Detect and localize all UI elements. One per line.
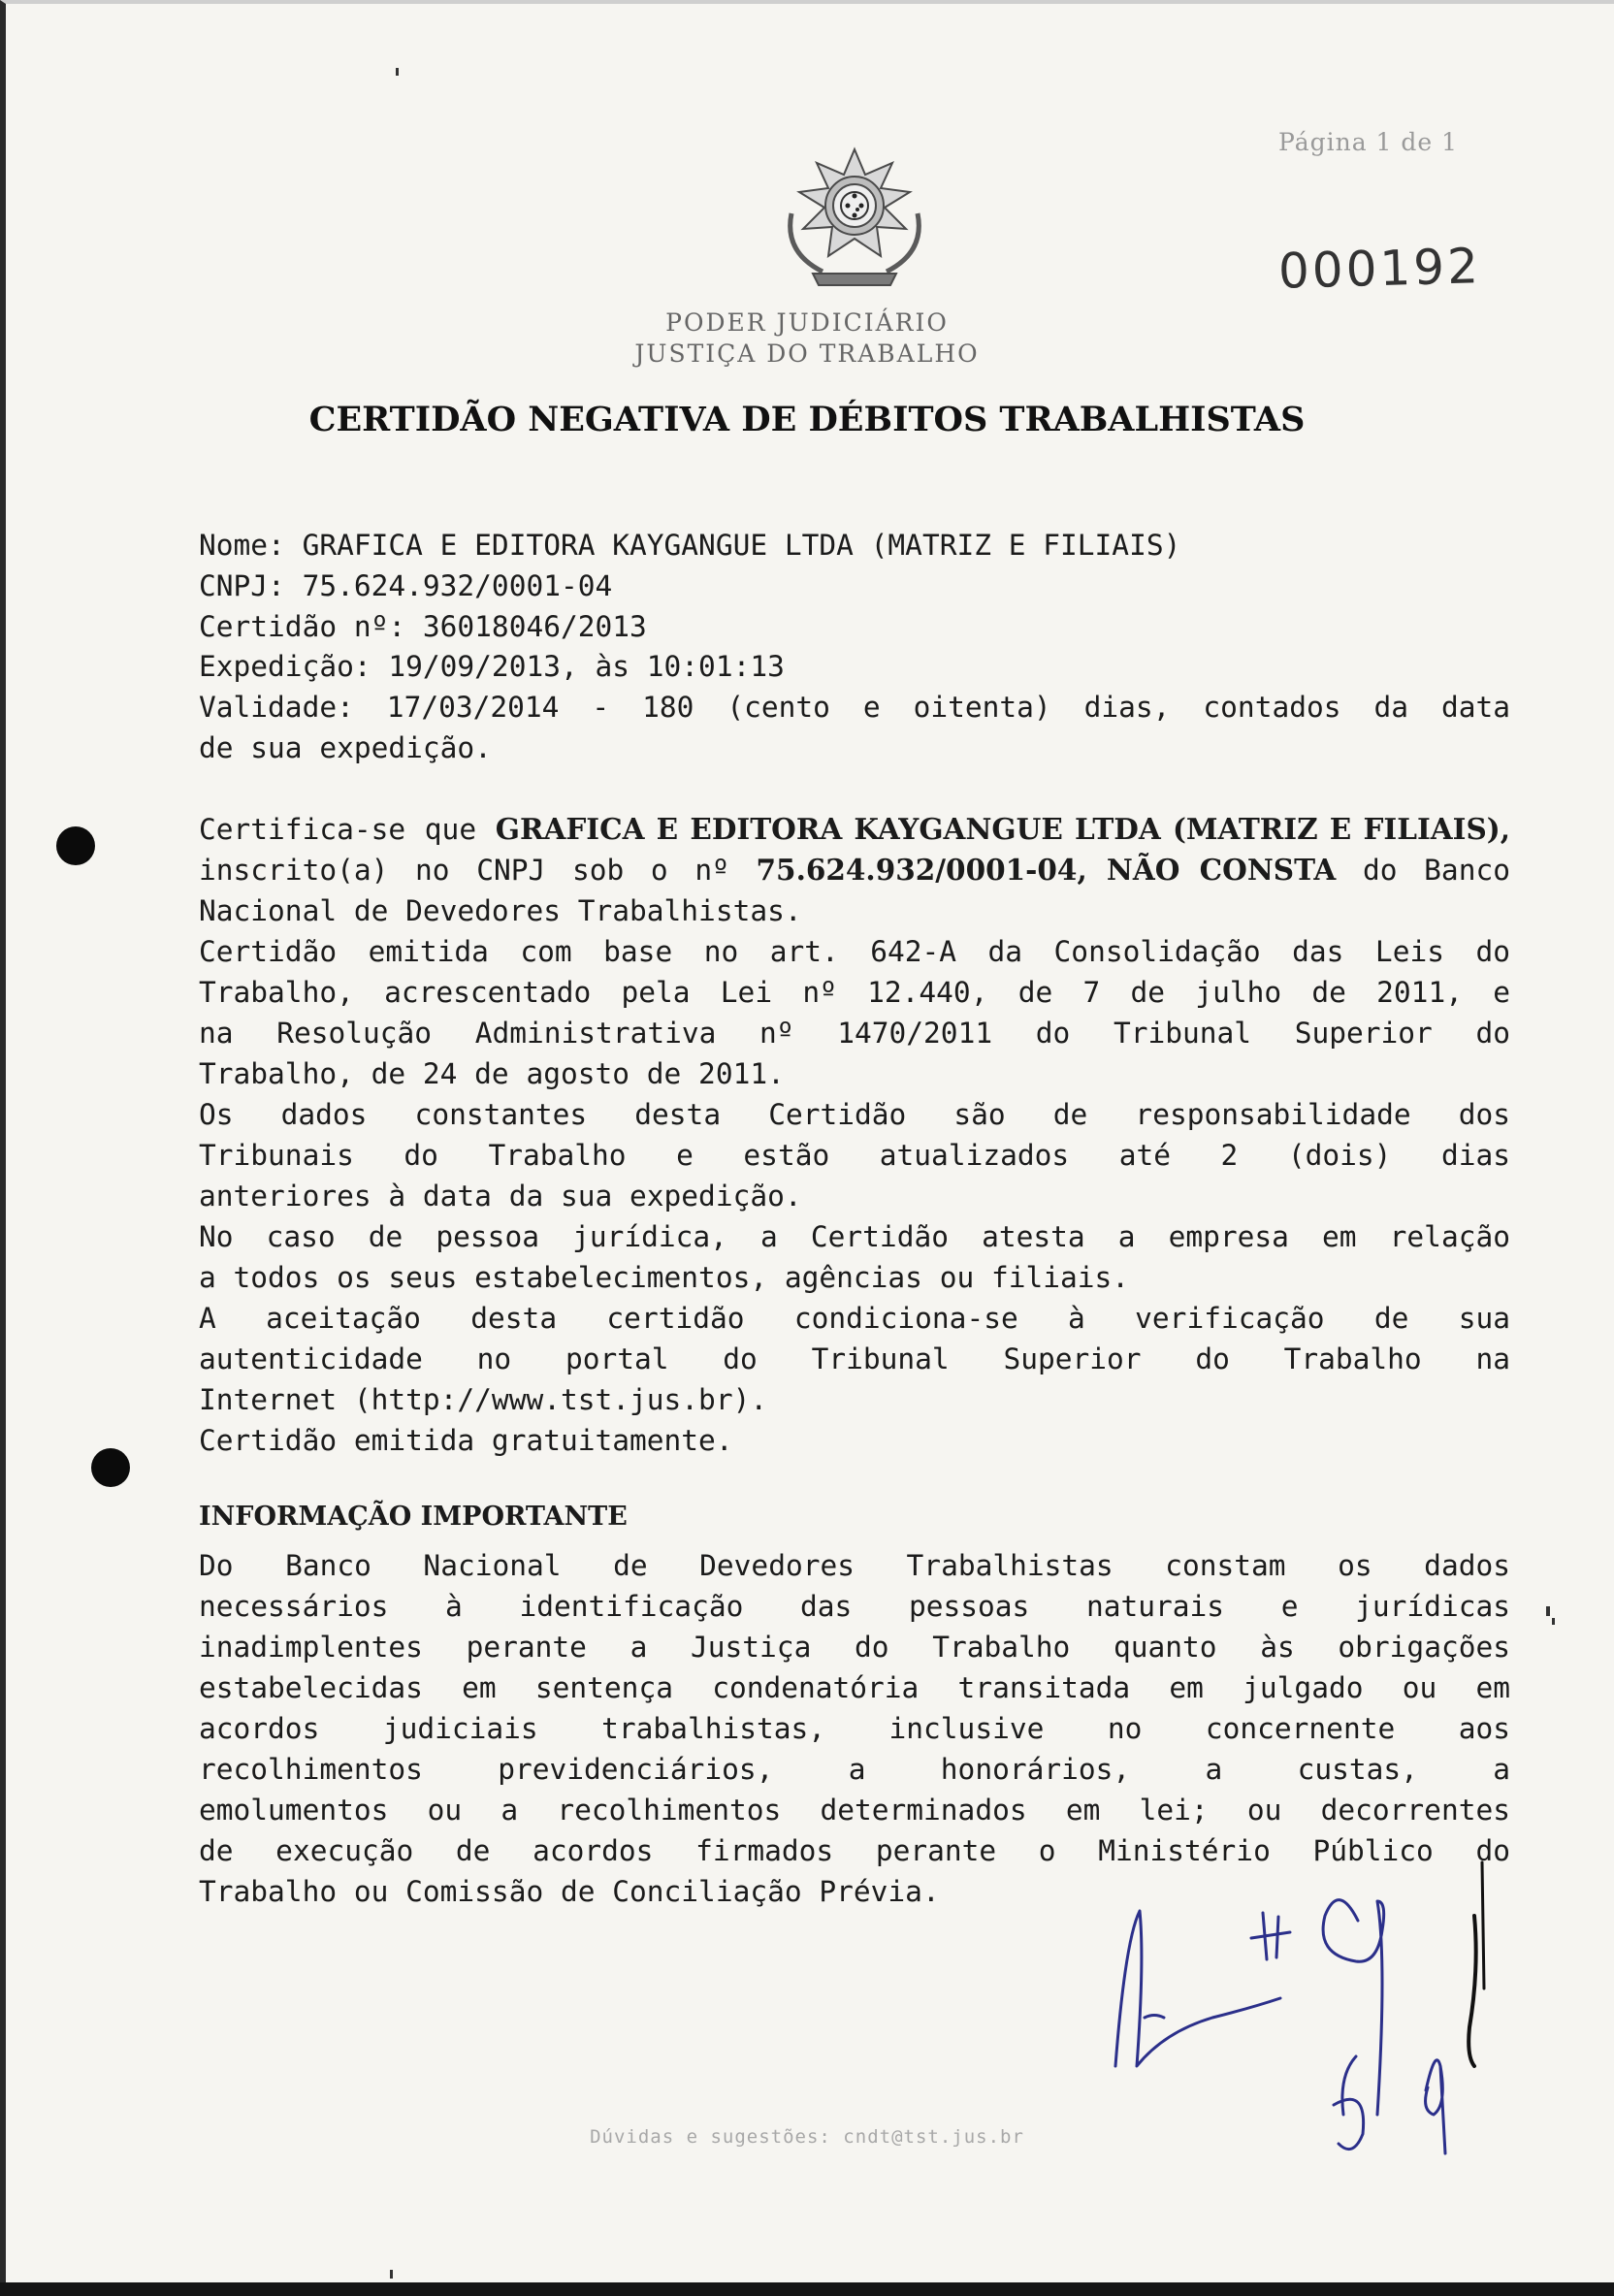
info-line: Do Banco Nacional de Devedores Trabalhistas constam os dados [199,1549,1510,1582]
info-line: acordos judiciais trabalhistas, inclusive no concernente aos [199,1712,1510,1745]
certify-line: anteriores à data da sua expedição. [199,1180,802,1213]
certify-line: Tribunais do Trabalho e estão atualizados até 2 (dois) dias [199,1139,1510,1172]
scan-speck [1552,1618,1555,1625]
certify-line: No caso de pessoa jurídica, a Certidão atesta a empresa em relação [199,1220,1510,1253]
certify-line: Trabalho, de 24 de agosto de 2011. [199,1057,785,1090]
info-line: Trabalho ou Comissão de Conciliação Prévia. [199,1875,940,1908]
certify-line: inscrito(a) no CNPJ sob o nº 75.624.932/0001-04, NÃO CONSTA do Banco [199,853,1510,887]
certify-line: na Resolução Administrativa nº 1470/2011 do Tribunal Superior do [199,1017,1510,1050]
scan-speck [1546,1606,1550,1616]
certify-line: autenticidade no portal do Tribunal Superior do Trabalho na [199,1342,1510,1375]
coat-of-arms-icon [774,146,935,291]
info-line: recolhimentos previdenciários, a honorários, a custas, a [199,1753,1510,1786]
page-number: Página 1 de 1 [1278,128,1459,156]
org-line-judiciary: PODER JUDICIÁRIO [665,308,949,337]
detail-cnpj: CNPJ: 75.624.932/0001-04 [199,569,613,602]
info-line: necessários à identificação das pessoas naturais e jurídicas [199,1590,1510,1623]
certify-line: Certifica-se que GRAFICA E EDITORA KAYGANGUE LTDA (MATRIZ E FILIAIS), [199,812,1510,846]
detail-expedicao: Expedição: 19/09/2013, às 10:01:13 [199,650,785,683]
info-line: de execução de acordos firmados perante o Ministério Público do [199,1834,1510,1867]
org-line-labor-court: JUSTIÇA DO TRABALHO [634,340,980,368]
scan-bottom-edge [0,2282,1614,2296]
info-line: emolumentos ou a recolhimentos determinados em lei; ou decorrentes [199,1794,1510,1827]
detail-validade: Validade: 17/03/2014 - 180 (cento e oitenta) dias, contados da data [199,691,1510,724]
info-line: inadimplentes perante a Justiça do Trabalho quanto às obrigações [199,1631,1510,1664]
info-line: estabelecidas em sentença condenatória transitada em julgado ou em [199,1671,1510,1704]
footer-contact: Dúvidas e sugestões: cndt@tst.jus.br [590,2126,1024,2148]
punch-hole-top [56,826,95,865]
punch-hole-bottom [91,1448,130,1487]
detail-validade-cont: de sua expedição. [199,731,492,764]
scan-speck [396,68,399,76]
scan-speck [390,2270,393,2279]
certify-line: A aceitação desta certidão condiciona-se à verificação de sua [199,1302,1510,1335]
certify-line: Certidão emitida com base no art. 642-A da Consolidação das Leis do [199,935,1510,968]
detail-nome: Nome: GRAFICA E EDITORA KAYGANGUE LTDA (MATRIZ E FILIAIS) [199,529,1181,562]
document-title: CERTIDÃO NEGATIVA DE DÉBITOS TRABALHISTAS [308,400,1306,439]
certify-line: Os dados constantes desta Certidão são de responsabilidade dos [199,1098,1510,1131]
stamp-number: 000192 [1277,238,1482,300]
certify-line: Internet (http://www.tst.jus.br). [199,1383,768,1416]
certify-line: a todos os seus estabelecimentos, agências ou filiais. [199,1261,1130,1294]
certify-line: Nacional de Devedores Trabalhistas. [199,894,802,927]
certify-line: Trabalho, acrescentado pela Lei nº 12.440, de 7 de julho de 2011, e [199,976,1510,1009]
info-heading: INFORMAÇÃO IMPORTANTE [199,1502,628,1532]
certify-line: Certidão emitida gratuitamente. [199,1424,733,1457]
detail-certidao: Certidão nº: 36018046/2013 [199,610,647,643]
